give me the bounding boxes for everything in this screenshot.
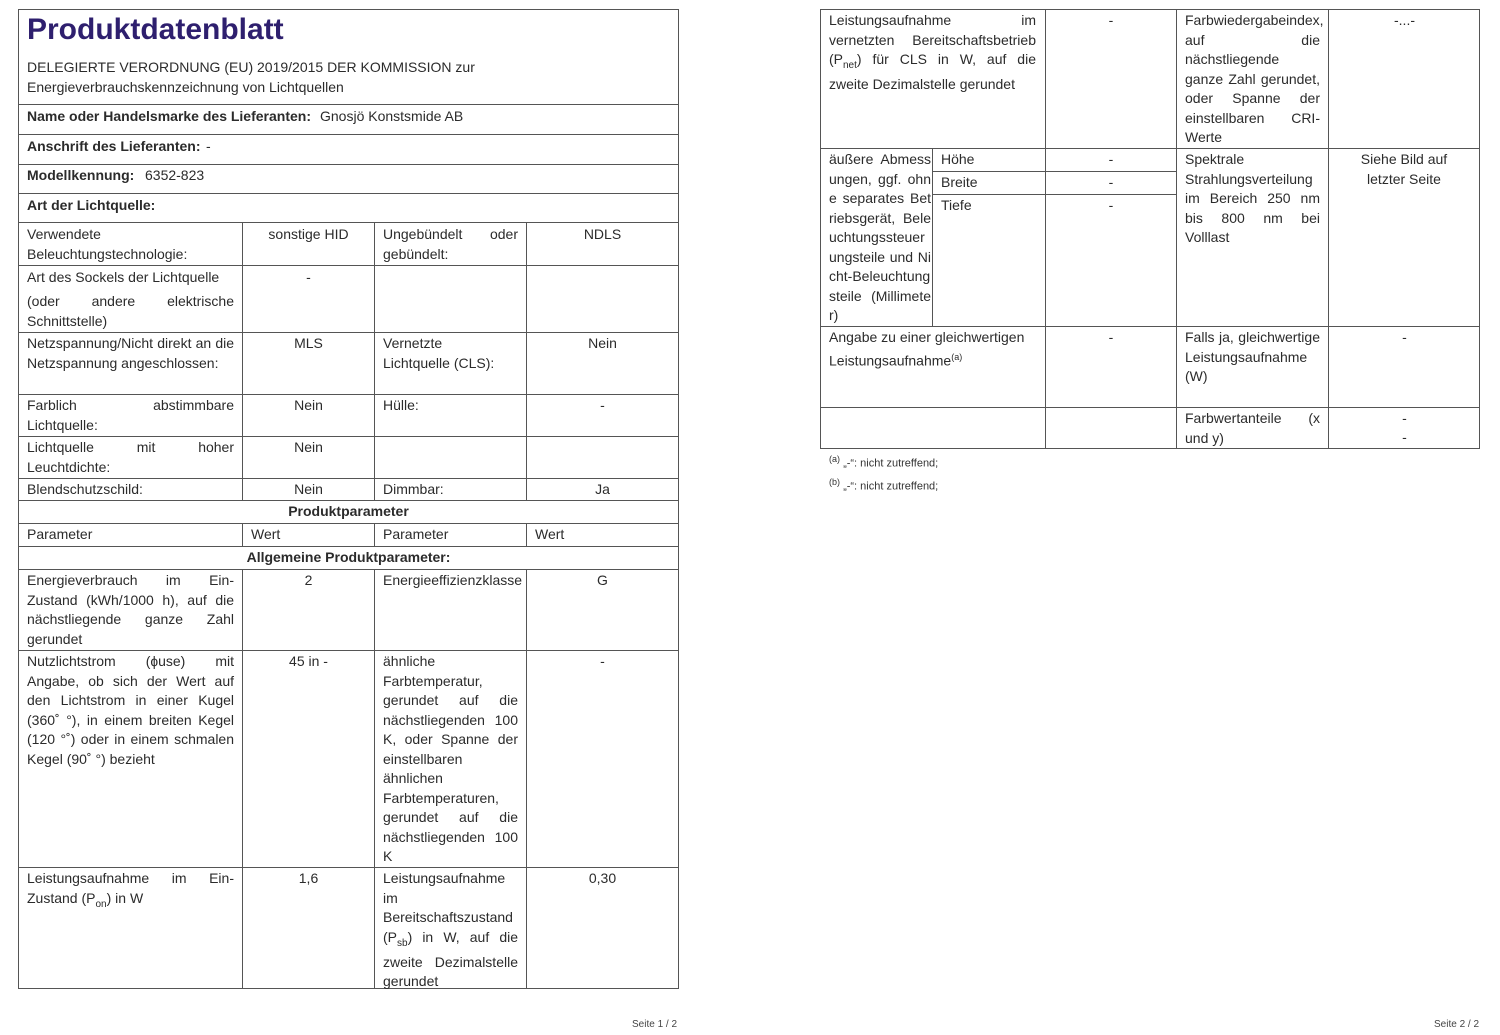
supplier-label: Name oder Handelsmarke des Lieferanten: [27,108,311,124]
chromaticity-value-x: - [1402,410,1407,426]
footnote-a: $^{(a)}$ „-“: nicht zutreffend; [829,454,939,470]
width-label: Breite [941,174,978,190]
type-label: Art der Lichtquelle: [27,197,156,213]
depth-label: Tiefe [941,197,972,213]
energy-class-label: Energieeffizienzklasse [383,572,523,588]
model-value: 6352-823 [145,167,205,183]
regulation-line-2: Energieverbrauchskennzeichnung von Lichtquellen [27,79,344,95]
address-label: Anschrift des Lieferanten: [27,138,201,154]
chromaticity-value-y: - [1402,429,1407,445]
tunable-value: Nein [294,397,323,413]
if-yes-label: Falls ja, gleichwertige Leistungsaufnahme (W) [1185,329,1320,384]
energy-consumption-value: 2 [304,572,313,588]
equivalent-power-label: Angabe zu einer gleichwertigen Leistungsaufnahme$^{(a)}$ [829,329,1025,369]
if-yes-value: - [1402,329,1407,345]
psb-label: Leistungsaufnahme im Bereitschaftszustand $(P_{sb})$ in W, auf die zweite Dezimalstelle gerundet [383,870,518,990]
cls-label: Vernetzte Lichtquelle (CLS): [383,335,495,371]
envelope-label: Hülle: [383,397,419,413]
height-value: - [1108,151,1114,167]
dimmable-value: Ja [595,481,610,497]
dimensions-label: äußere Abmessungen, ggf. ohne separates Betriebsgerät, Beleuchtungssteuerungsteile und Nicht-Beleuchtungsteile (Millimeter) [829,151,931,323]
spectral-value: Siehe Bild auf letzter Seite [1360,151,1448,187]
tunable-label: Farblich abstimmbare Lichtquelle: [27,397,234,433]
pnet-label: Leistungsaufnahme im vernetzten Bereitschaftsbetrieb $(P_{net})$ für CLS in W, auf die zweite Dezimalstelle gerundet [829,12,1036,93]
glare-value: Nein [294,481,323,497]
page-2-footer: Seite 2 / 2 [1434,1019,1480,1030]
address-value: - [206,138,211,154]
pon-label: Leistungsaufnahme im Ein-Zustand $(P_{on})$ in W [27,870,234,910]
product-parameters-heading: Produktparameter [288,503,409,519]
high-luminance-label: Lichtquelle mit hoher Leuchtdichte: [27,439,234,475]
cct-value: - [600,653,605,669]
model-label: Modellkennung: [27,167,135,183]
tech-label: Verwendete Beleuchtungstechnologie: [27,226,188,262]
energy-class-value: G [597,572,608,588]
col-value-1: Wert [251,526,281,542]
page-title: Produktdatenblatt [27,13,284,46]
bundled-label: Ungebündelt oder gebündelt: [383,226,518,262]
general-parameters-heading: Allgemeine Produktparameter: [246,549,451,565]
envelope-value: - [600,397,605,413]
cls-value: Nein [588,335,617,351]
spectral-label: Spektrale Strahlungsverteilung im Bereich 250 nm bis 800 nm bei Volllast [1185,151,1320,245]
energy-consumption-label: Energieverbrauch im Ein-Zustand (kWh/1000 h), auf die nächstliegende ganze Zahl gerundet [27,572,234,647]
pnet-value: - [1108,12,1114,28]
pon-value: 1,6 [298,870,319,886]
tech-value: sonstige HID [268,226,349,242]
luminous-flux-value: 45 in - [289,653,328,669]
width-value: - [1108,174,1114,190]
socket-label-2: (oder andere elektrische Schnittstelle) [27,293,234,329]
glare-label: Blendschutzschild: [27,481,143,497]
col-value-2: Wert [535,526,565,542]
col-parameter-1: Parameter [27,526,93,542]
equivalent-power-value: - [1108,329,1114,345]
supplier-value: Gnosjö Konstsmide AB [320,108,464,124]
socket-label-1: Art des Sockels der Lichtquelle [27,269,220,285]
mains-label: Netzspannung/Nicht direkt an die Netzspannung angeschlossen: [27,335,234,371]
dimmable-label: Dimmbar: [383,481,444,497]
high-luminance-value: Nein [294,439,323,455]
page-1-footer: Seite 1 / 2 [632,1019,678,1030]
footnote-b: $^{(b)}$ „-“: nicht zutreffend; [829,477,939,493]
cct-label: ähnliche Farbtemperatur, gerundet auf die nächstliegenden 100 K, oder Spanne der einstellbaren ähnlichen Farbtemperaturen, gerundet auf die nächstliegenden 100 K [383,653,518,864]
mains-value: MLS [294,335,323,351]
chromaticity-label: Farbwertanteile (x und y) [1185,410,1320,446]
socket-value: - [306,269,311,285]
depth-value: - [1108,197,1114,213]
regulation-line-1: DELEGIERTE VERORDNUNG (EU) 2019/2015 DER KOMMISSION zur [27,59,475,75]
cri-value: -...- [1394,12,1415,28]
psb-value: 0,30 [588,870,617,886]
cri-label: Farbwiedergabeindex, auf die nächstliegende ganze Zahl gerundet, oder Spanne der einstellbaren CRI-Werte [1185,12,1324,145]
bundled-value: NDLS [583,226,622,242]
col-parameter-2: Parameter [383,526,449,542]
height-label: Höhe [941,151,975,167]
luminous-flux-label: Nutzlichtstrom (ɸuse) mit Angabe, ob sich der Wert auf den Lichtstrom in einer Kugel (360˚ °), in einem breiten Kegel (120 °˚) oder in einem schmalen Kegel (90˚ °) bezieht [27,653,234,767]
